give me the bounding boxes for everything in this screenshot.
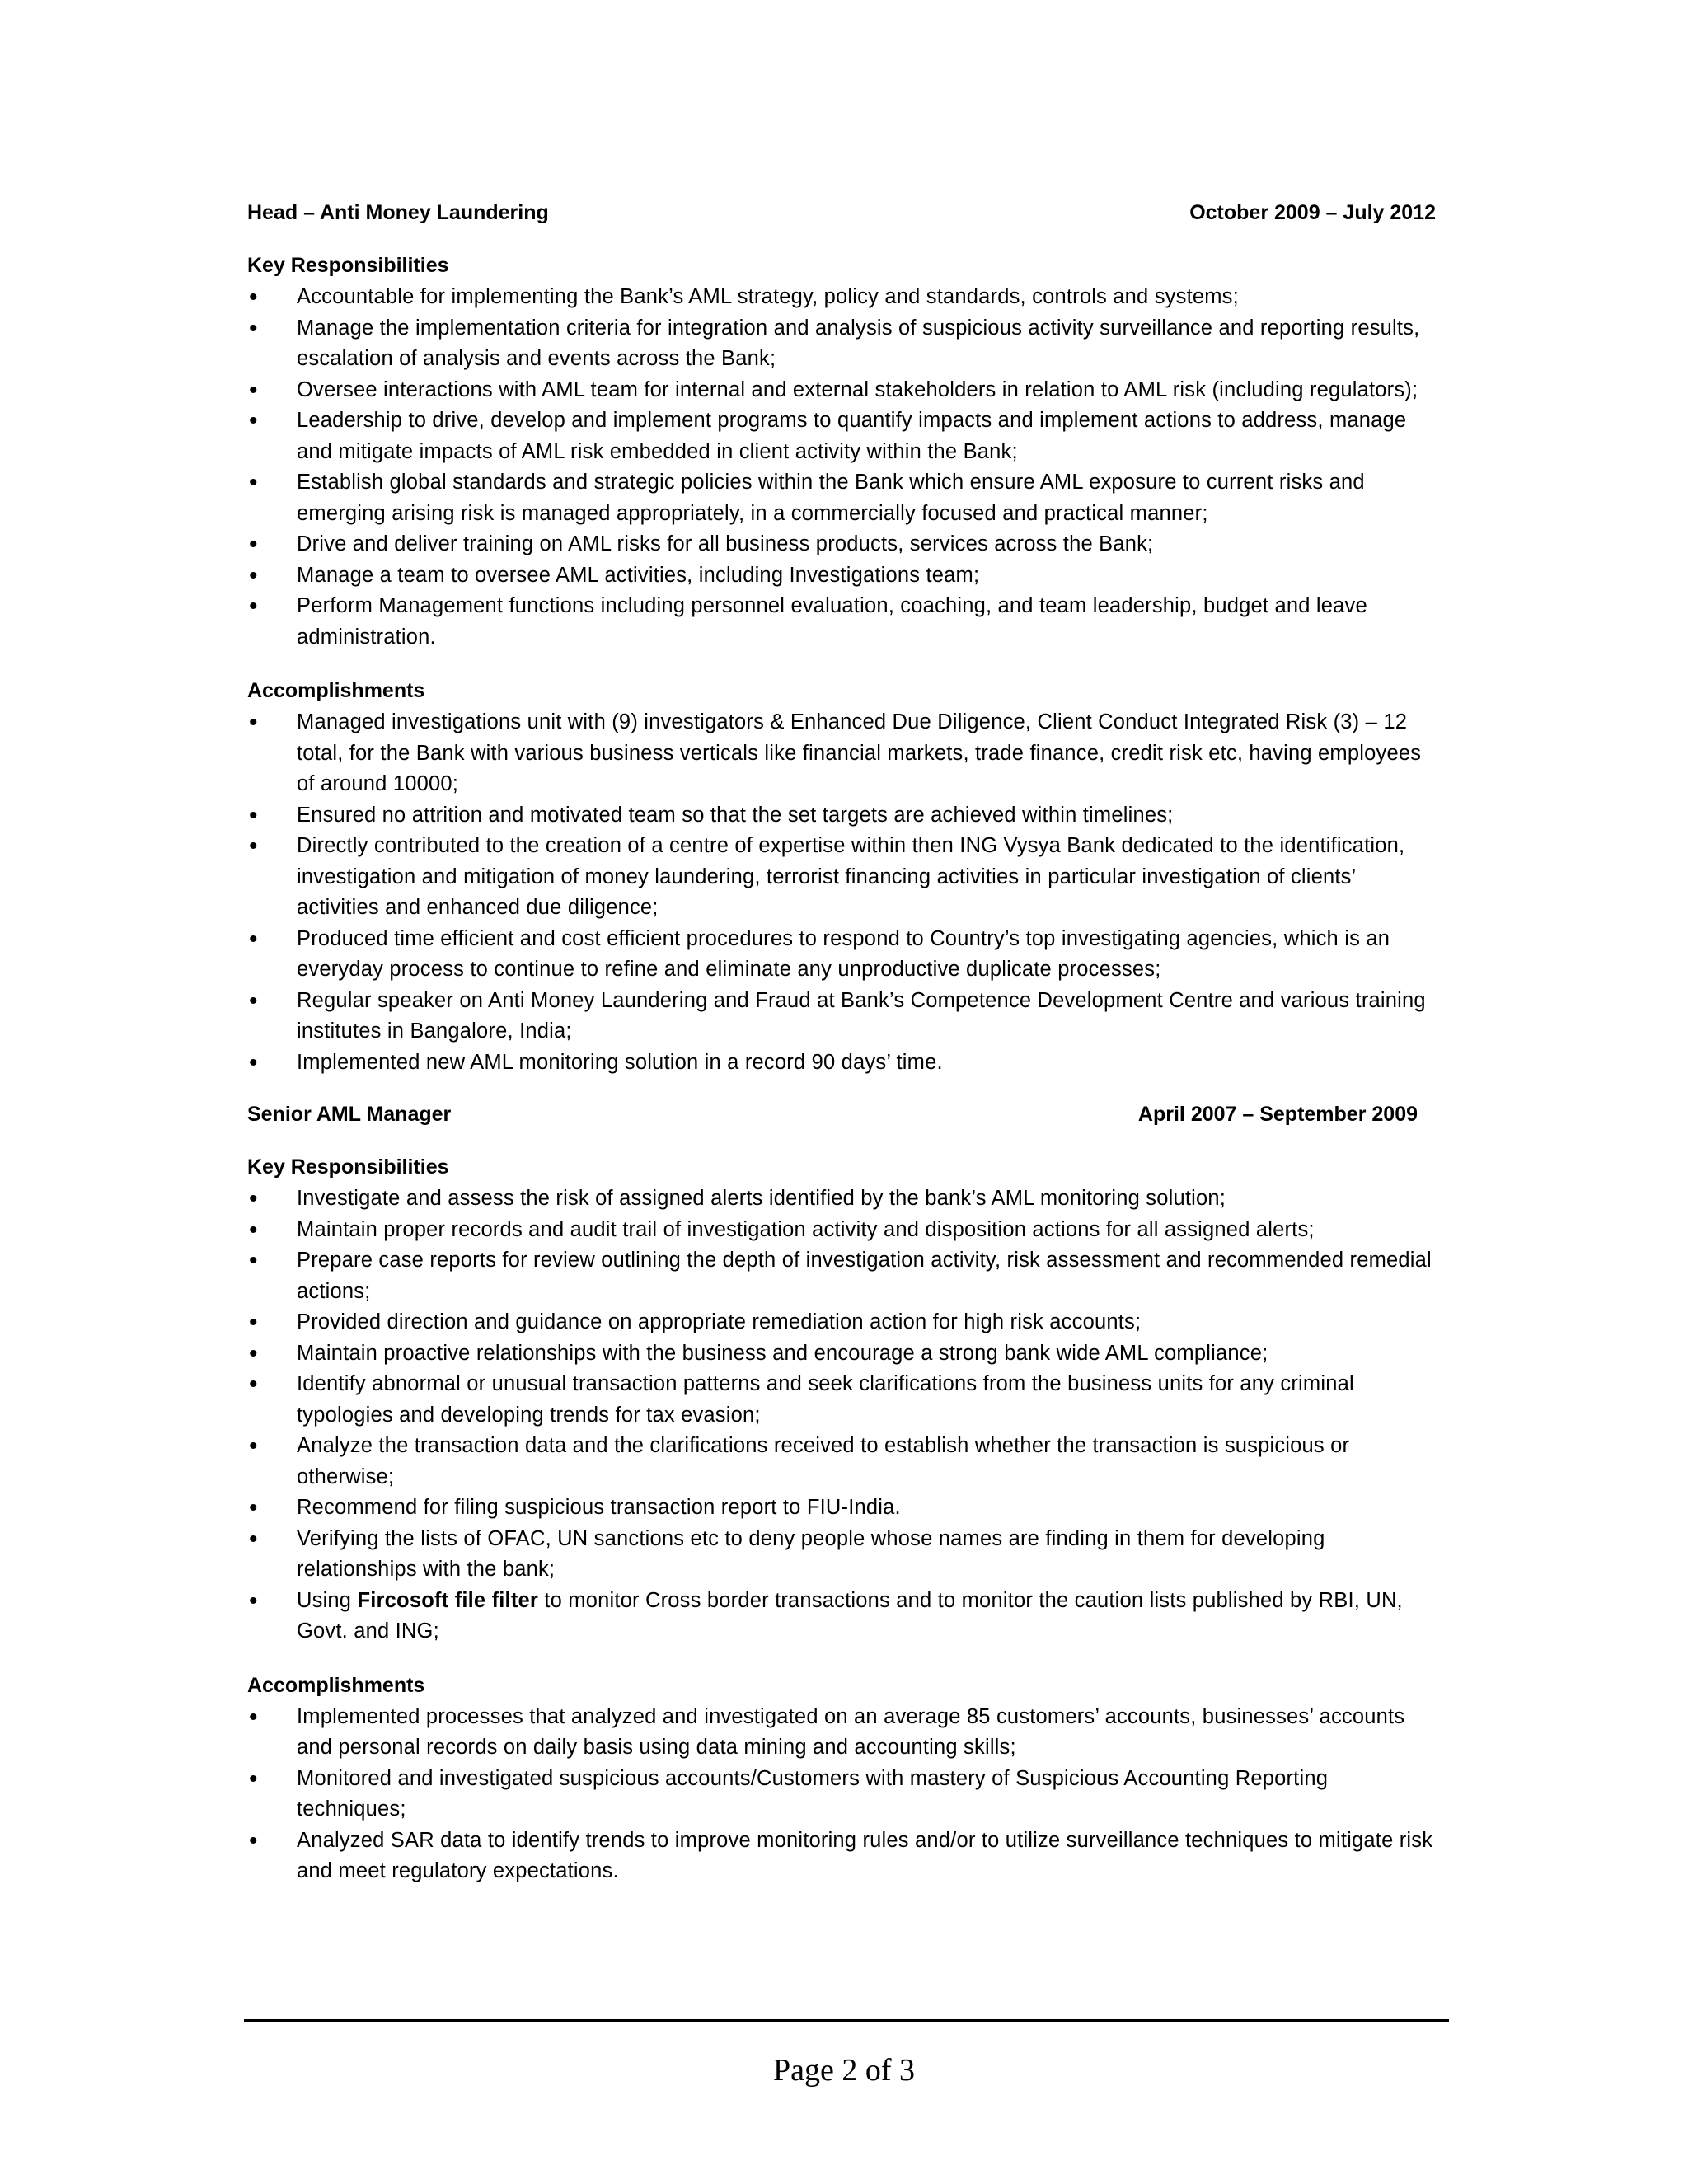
footer-divider	[244, 2019, 1449, 2022]
section-heading-accomplishments: Accomplishments	[247, 679, 425, 702]
section-heading-responsibilities: Key Responsibilities	[247, 1155, 449, 1179]
list-item: • Accountable for implementing the Bank’s AML strategy, policy and standards, controls and systems;	[247, 282, 1442, 313]
list-item: • Identify abnormal or unusual transaction patterns and seek clarifications from the business units for any criminal typologies and developing trends for tax evasion;	[247, 1369, 1442, 1431]
list-item: • Maintain proactive relationships with the business and encourage a strong bank wide AML compliance;	[247, 1338, 1442, 1370]
list-item: • Manage a team to oversee AML activities, including Investigations team;	[247, 560, 1442, 592]
section-heading-accomplishments: Accomplishments	[247, 1673, 425, 1697]
list-item: • Managed investigations unit with (9) investigators & Enhanced Due Diligence, Client Conduct Integrated Risk (3) – 12 total, for the Bank with various business verticals like financial markets, trade finance, credit risk etc, having employees of around 10000;	[247, 707, 1442, 800]
list-item: • Implemented new AML monitoring solution in a record 90 days’ time.	[247, 1047, 1442, 1079]
list-item: • Maintain proper records and audit trail of investigation activity and disposition actions for all assigned alerts;	[247, 1215, 1442, 1246]
role-header	[247, 198, 1442, 227]
list-item: • Oversee interactions with AML team for internal and external stakeholders in relation to AML risk (including regulators);	[247, 375, 1442, 406]
list-item: • Regular speaker on Anti Money Laundering and Fraud at Bank’s Competence Development Centre and various training institutes in Bangalore, India;	[247, 986, 1442, 1047]
role-dates: October 2009 – July 2012	[1189, 201, 1436, 224]
list-item: • Investigate and assess the risk of assigned alerts identified by the bank’s AML monitoring solution;	[247, 1183, 1442, 1215]
list-item: • Perform Management functions including personnel evaluation, coaching, and team leadership, budget and leave administration.	[247, 591, 1442, 653]
list-item: • Monitored and investigated suspicious accounts/Customers with mastery of Suspicious Accounting Reporting techniques;	[247, 1764, 1442, 1825]
list-item: • Ensured no attrition and motivated team so that the set targets are achieved within timelines;	[247, 800, 1442, 832]
role-dates: April 2007 – September 2009	[1137, 1103, 1418, 1126]
responsibilities-list	[247, 1183, 1442, 1647]
fircosoft-prefix: Using	[297, 1588, 358, 1612]
list-item: • Implemented processes that analyzed and investigated on an average 85 customers’ accounts, businesses’ accounts and personal records on daily basis using data mining and accounting skills;	[247, 1702, 1442, 1764]
accomplishments-list	[247, 707, 1442, 1078]
list-item: • Leadership to drive, develop and implement programs to quantify impacts and implement actions to address, manage and mitigate impacts of AML risk embedded in client activity within the Bank;	[247, 405, 1442, 467]
list-item-fircosoft	[247, 1586, 1442, 1647]
list-item: • Directly contributed to the creation of a centre of expertise within then ING Vysya Bank dedicated to the identification, investigation and mitigation of money laundering, terrorist financing activities in particular investigation of clients’ activities and enhanced due diligence;	[247, 831, 1442, 924]
fircosoft-tool-name: Fircosoft file filter	[357, 1588, 539, 1612]
list-item: • Establish global standards and strategic policies within the Bank which ensure AML exposure to current risks and emerging arising risk is managed appropriately, in a commercially focused and practical manner;	[247, 467, 1442, 529]
list-item: • Prepare case reports for review outlining the depth of investigation activity, risk assessment and recommended remedial actions;	[247, 1245, 1442, 1307]
list-item: • Verifying the lists of OFAC, UN sanctions etc to deny people whose names are finding in them for developing relationships with the bank;	[247, 1524, 1442, 1586]
section-heading-responsibilities: Key Responsibilities	[247, 254, 449, 277]
responsibilities-list	[247, 282, 1442, 653]
list-item: • Produced time efficient and cost efficient procedures to respond to Country’s top investigating agencies, which is an everyday process to continue to refine and eliminate any unproductive duplicate processes;	[247, 924, 1442, 986]
list-item: • Manage the implementation criteria for integration and analysis of suspicious activity surveillance and reporting results, escalation of analysis and events across the Bank;	[247, 313, 1442, 375]
resume-page-content	[247, 198, 1442, 1887]
fircosoft-suffix: to monitor Cross border transactions and to monitor the caution lists published by RBI, UN, Govt. and ING;	[297, 1588, 1403, 1643]
role-header	[247, 1099, 1442, 1129]
list-item: • Analyze the transaction data and the clarifications received to establish whether the transaction is suspicious or otherwise;	[247, 1431, 1442, 1493]
accomplishments-list	[247, 1702, 1442, 1887]
page-number: Page 2 of 3	[772, 2053, 916, 2088]
list-item: • Provided direction and guidance on appropriate remediation action for high risk accounts;	[247, 1307, 1442, 1338]
role-title: Head – Anti Money Laundering	[247, 201, 549, 224]
list-item: • Analyzed SAR data to identify trends to improve monitoring rules and/or to utilize surveillance techniques to mitigate risk and meet regulatory expectations.	[247, 1825, 1442, 1887]
list-item: • Drive and deliver training on AML risks for all business products, services across the Bank;	[247, 529, 1442, 560]
role-title: Senior AML Manager	[247, 1103, 452, 1126]
list-item: • Recommend for filing suspicious transaction report to FIU-India.	[247, 1493, 1442, 1524]
